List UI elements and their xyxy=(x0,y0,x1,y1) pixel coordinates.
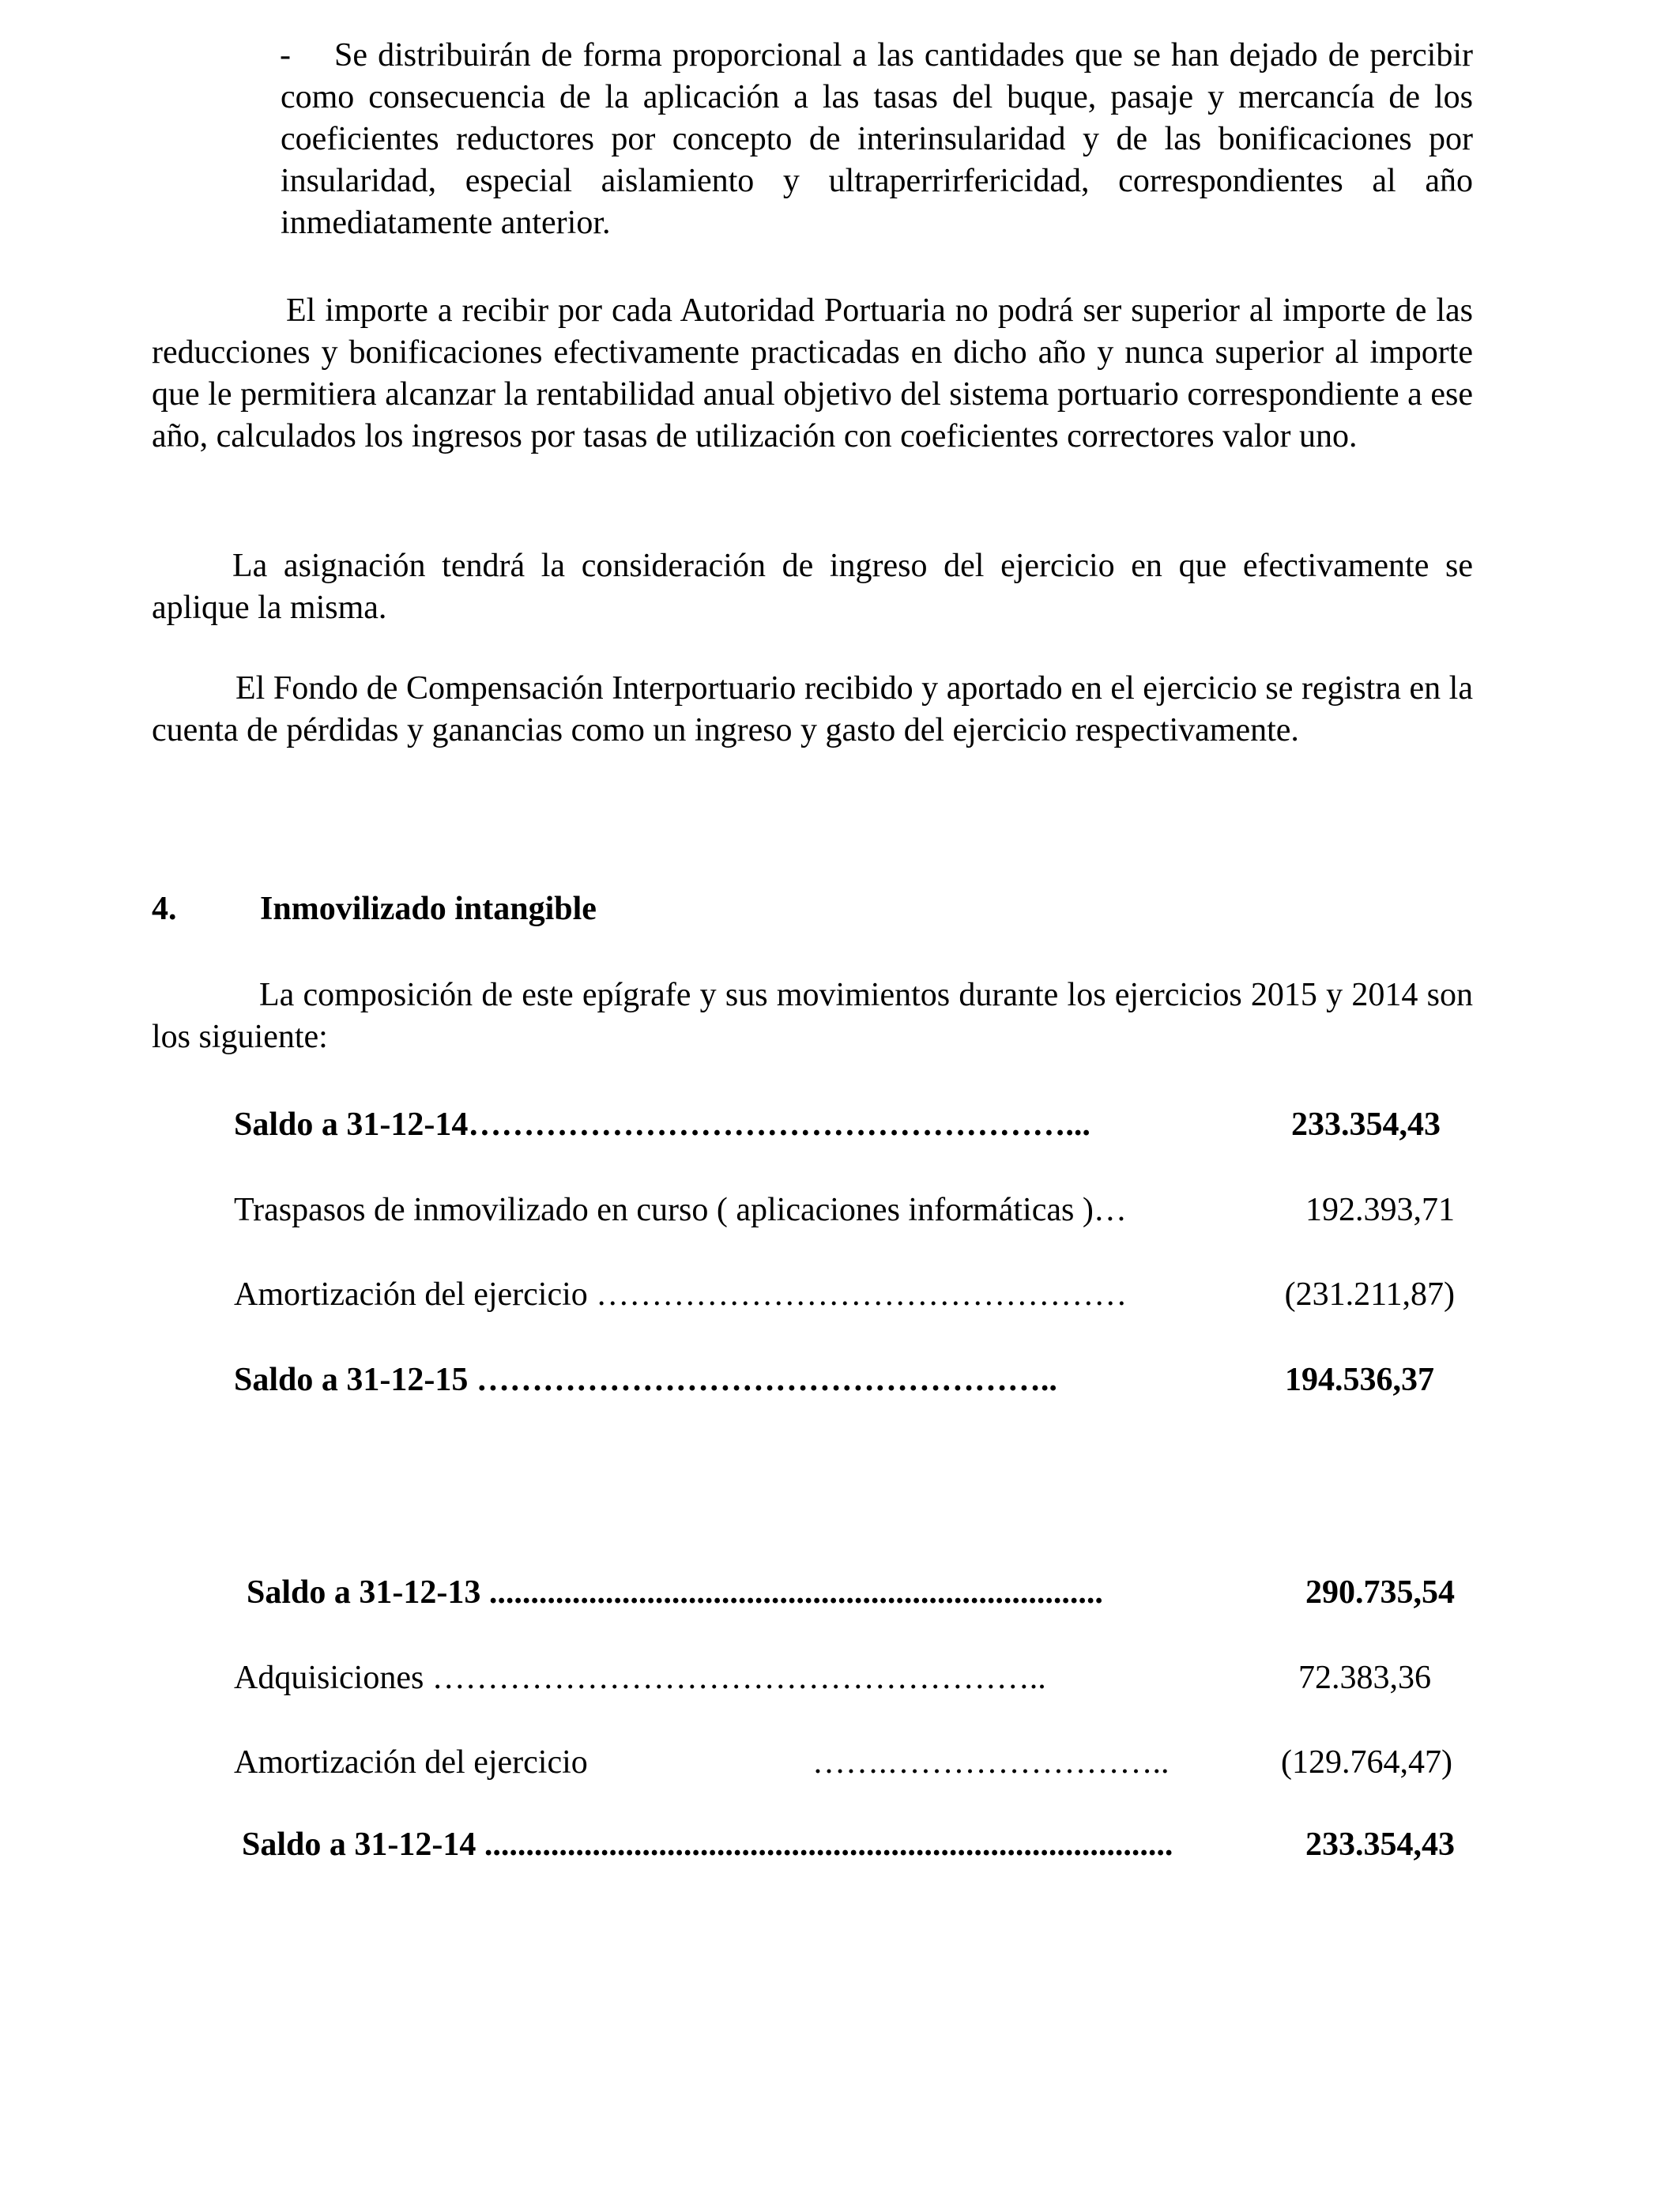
row-value: 194.536,37 xyxy=(1285,1362,1434,1398)
paragraph-text: El Fondo de Compensación Interportuario recibido y aportado en el ejercicio se registra en la cuenta de pérdidas y ganancias como un ingreso y gasto del ejercicio respectivamente. xyxy=(152,670,1473,748)
section-intro xyxy=(152,974,1473,1058)
paragraph-text: La asignación tendrá la consideración de ingreso del ejercicio en que efectivamente se aplique la misma. xyxy=(152,548,1473,626)
table-row-saldo-31-12-15 xyxy=(234,1359,1451,1401)
row-value: (231.211,87) xyxy=(1284,1276,1455,1313)
table-row-amortizacion xyxy=(234,1274,1455,1316)
row-value: 233.354,43 xyxy=(1305,1826,1455,1863)
row-label: Saldo a 31-12-13 .......................................................................... xyxy=(247,1574,1103,1611)
row-label: Saldo a 31-12-15 …………………………………………….. xyxy=(234,1362,1057,1398)
section-intro-text: La composición de este epígrafe y sus movimientos durante los ejercicios 2015 y 2014 son los siguiente: xyxy=(152,977,1473,1055)
row-label: Saldo a 31-12-14………………………………………………... xyxy=(234,1106,1090,1143)
row-dots: …….…………………….. xyxy=(812,1744,1170,1781)
table-row-amortizacion-2014 xyxy=(234,1742,1451,1784)
table-row-saldo-31-12-14 xyxy=(234,1104,1451,1146)
row-value: 72.383,36 xyxy=(1298,1660,1431,1696)
row-label: Amortización del ejercicio ………………………………………… xyxy=(234,1276,1128,1313)
table-row-saldo-31-12-13 xyxy=(247,1572,1455,1614)
table-row-adquisiciones xyxy=(234,1657,1451,1699)
row-value: 290.735,54 xyxy=(1305,1574,1455,1611)
paragraph-asignacion xyxy=(152,545,1473,629)
section-title: Inmovilizado intangible xyxy=(260,891,597,927)
row-value: 192.393,71 xyxy=(1305,1192,1455,1228)
paragraph-fondo xyxy=(152,668,1473,752)
row-label: Amortización del ejercicio xyxy=(234,1744,588,1781)
row-value: 233.354,43 xyxy=(1291,1106,1441,1143)
row-label: Saldo a 31-12-14 ................................................................................... xyxy=(242,1826,1173,1863)
paragraph-importe xyxy=(152,290,1473,458)
row-label: Traspasos de inmovilizado en curso ( aplicaciones informáticas )… xyxy=(234,1192,1127,1228)
paragraph-text: El importe a recibir por cada Autoridad Portuaria no podrá ser superior al importe de las reducciones y bonificaciones efectivamente practicadas en dicho año y nunca superior al importe que le permitiera alcanzar la rentabilidad anual objetivo del sistema portuario correspondiente a ese año, calculados los ingresos por tasas de utilización con coeficientes correctores valor uno. xyxy=(152,292,1473,454)
row-value: (129.764,47) xyxy=(1281,1744,1452,1781)
table-row-saldo-31-12-14-final xyxy=(242,1824,1455,1866)
bullet-dash: - xyxy=(280,37,291,74)
bullet-text: Se distribuirán de forma proporcional a las cantidades que se han dejado de percibir como consecuencia de la aplicación a las tasas del buque, pasaje y mercancía de los coeficientes reductores por concepto de interinsularidad y de las bonificaciones por insularidad, especial aislamiento y ultraperrirfericidad, correspondientes al año inmediatamente anterior. xyxy=(281,37,1473,241)
table-row-traspasos xyxy=(234,1189,1455,1231)
row-label: Adquisiciones ……………………………………………….. xyxy=(234,1660,1046,1696)
section-number: 4. xyxy=(152,891,177,927)
bullet-item xyxy=(281,35,1473,244)
